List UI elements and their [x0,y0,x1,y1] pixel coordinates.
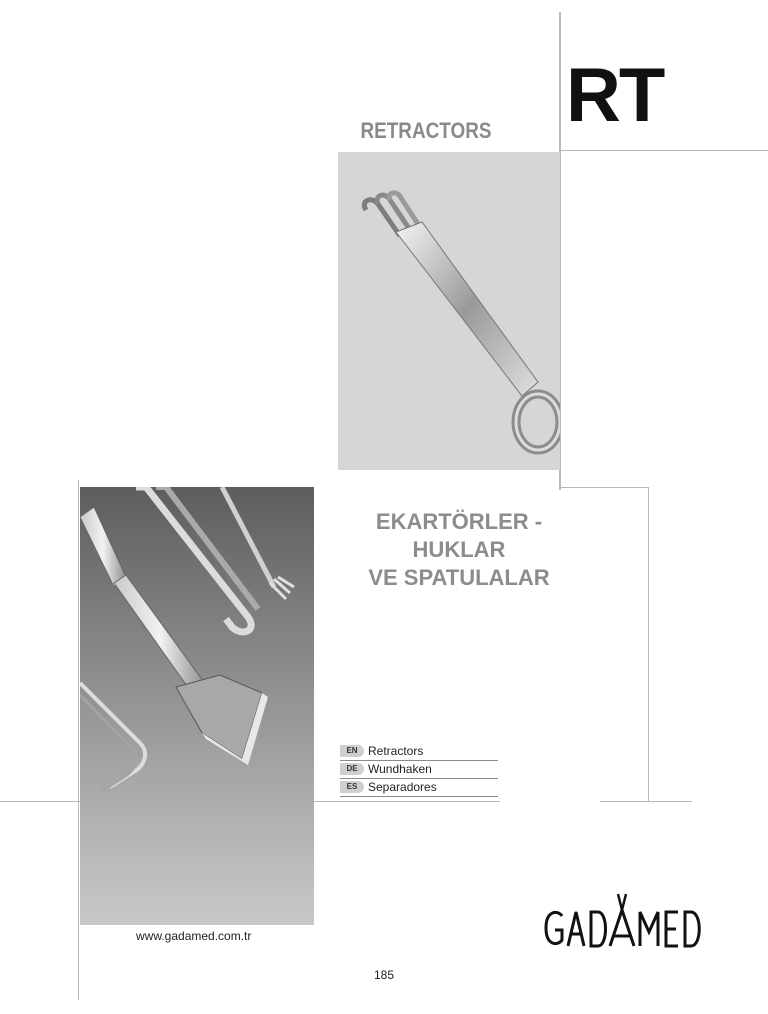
website-link[interactable]: www.gadamed.com.tr [136,929,252,943]
language-code-badge: DE [340,763,364,775]
category-heading-line1: EKARTÖRLER - HUKLAR [375,509,543,562]
divider-horizontal-top [560,150,768,151]
language-code-badge: ES [340,781,364,793]
retractors-group-photo [80,487,314,925]
language-code-badge: EN [340,745,364,757]
translation-row-en [340,743,498,761]
section-title: RETRACTORS [360,118,492,143]
translation-row-es [340,779,498,797]
divider-vertical-left [78,480,79,1000]
retractor-photo [338,152,560,470]
page-number: 185 [374,968,395,982]
translation-text: Retractors [368,744,424,758]
divider-horizontal-bottom-right [600,801,692,802]
translation-text: Wundhaken [368,762,432,776]
translation-text: Separadores [368,780,437,794]
gadamed-logo [544,888,704,950]
category-heading-line2: VE SPATULALAR [368,565,550,590]
divider-horizontal-middle [559,487,649,488]
category-heading [330,508,588,592]
divider-vertical-right [648,487,649,801]
translation-row-de [340,761,498,779]
section-code: RT [566,53,664,138]
